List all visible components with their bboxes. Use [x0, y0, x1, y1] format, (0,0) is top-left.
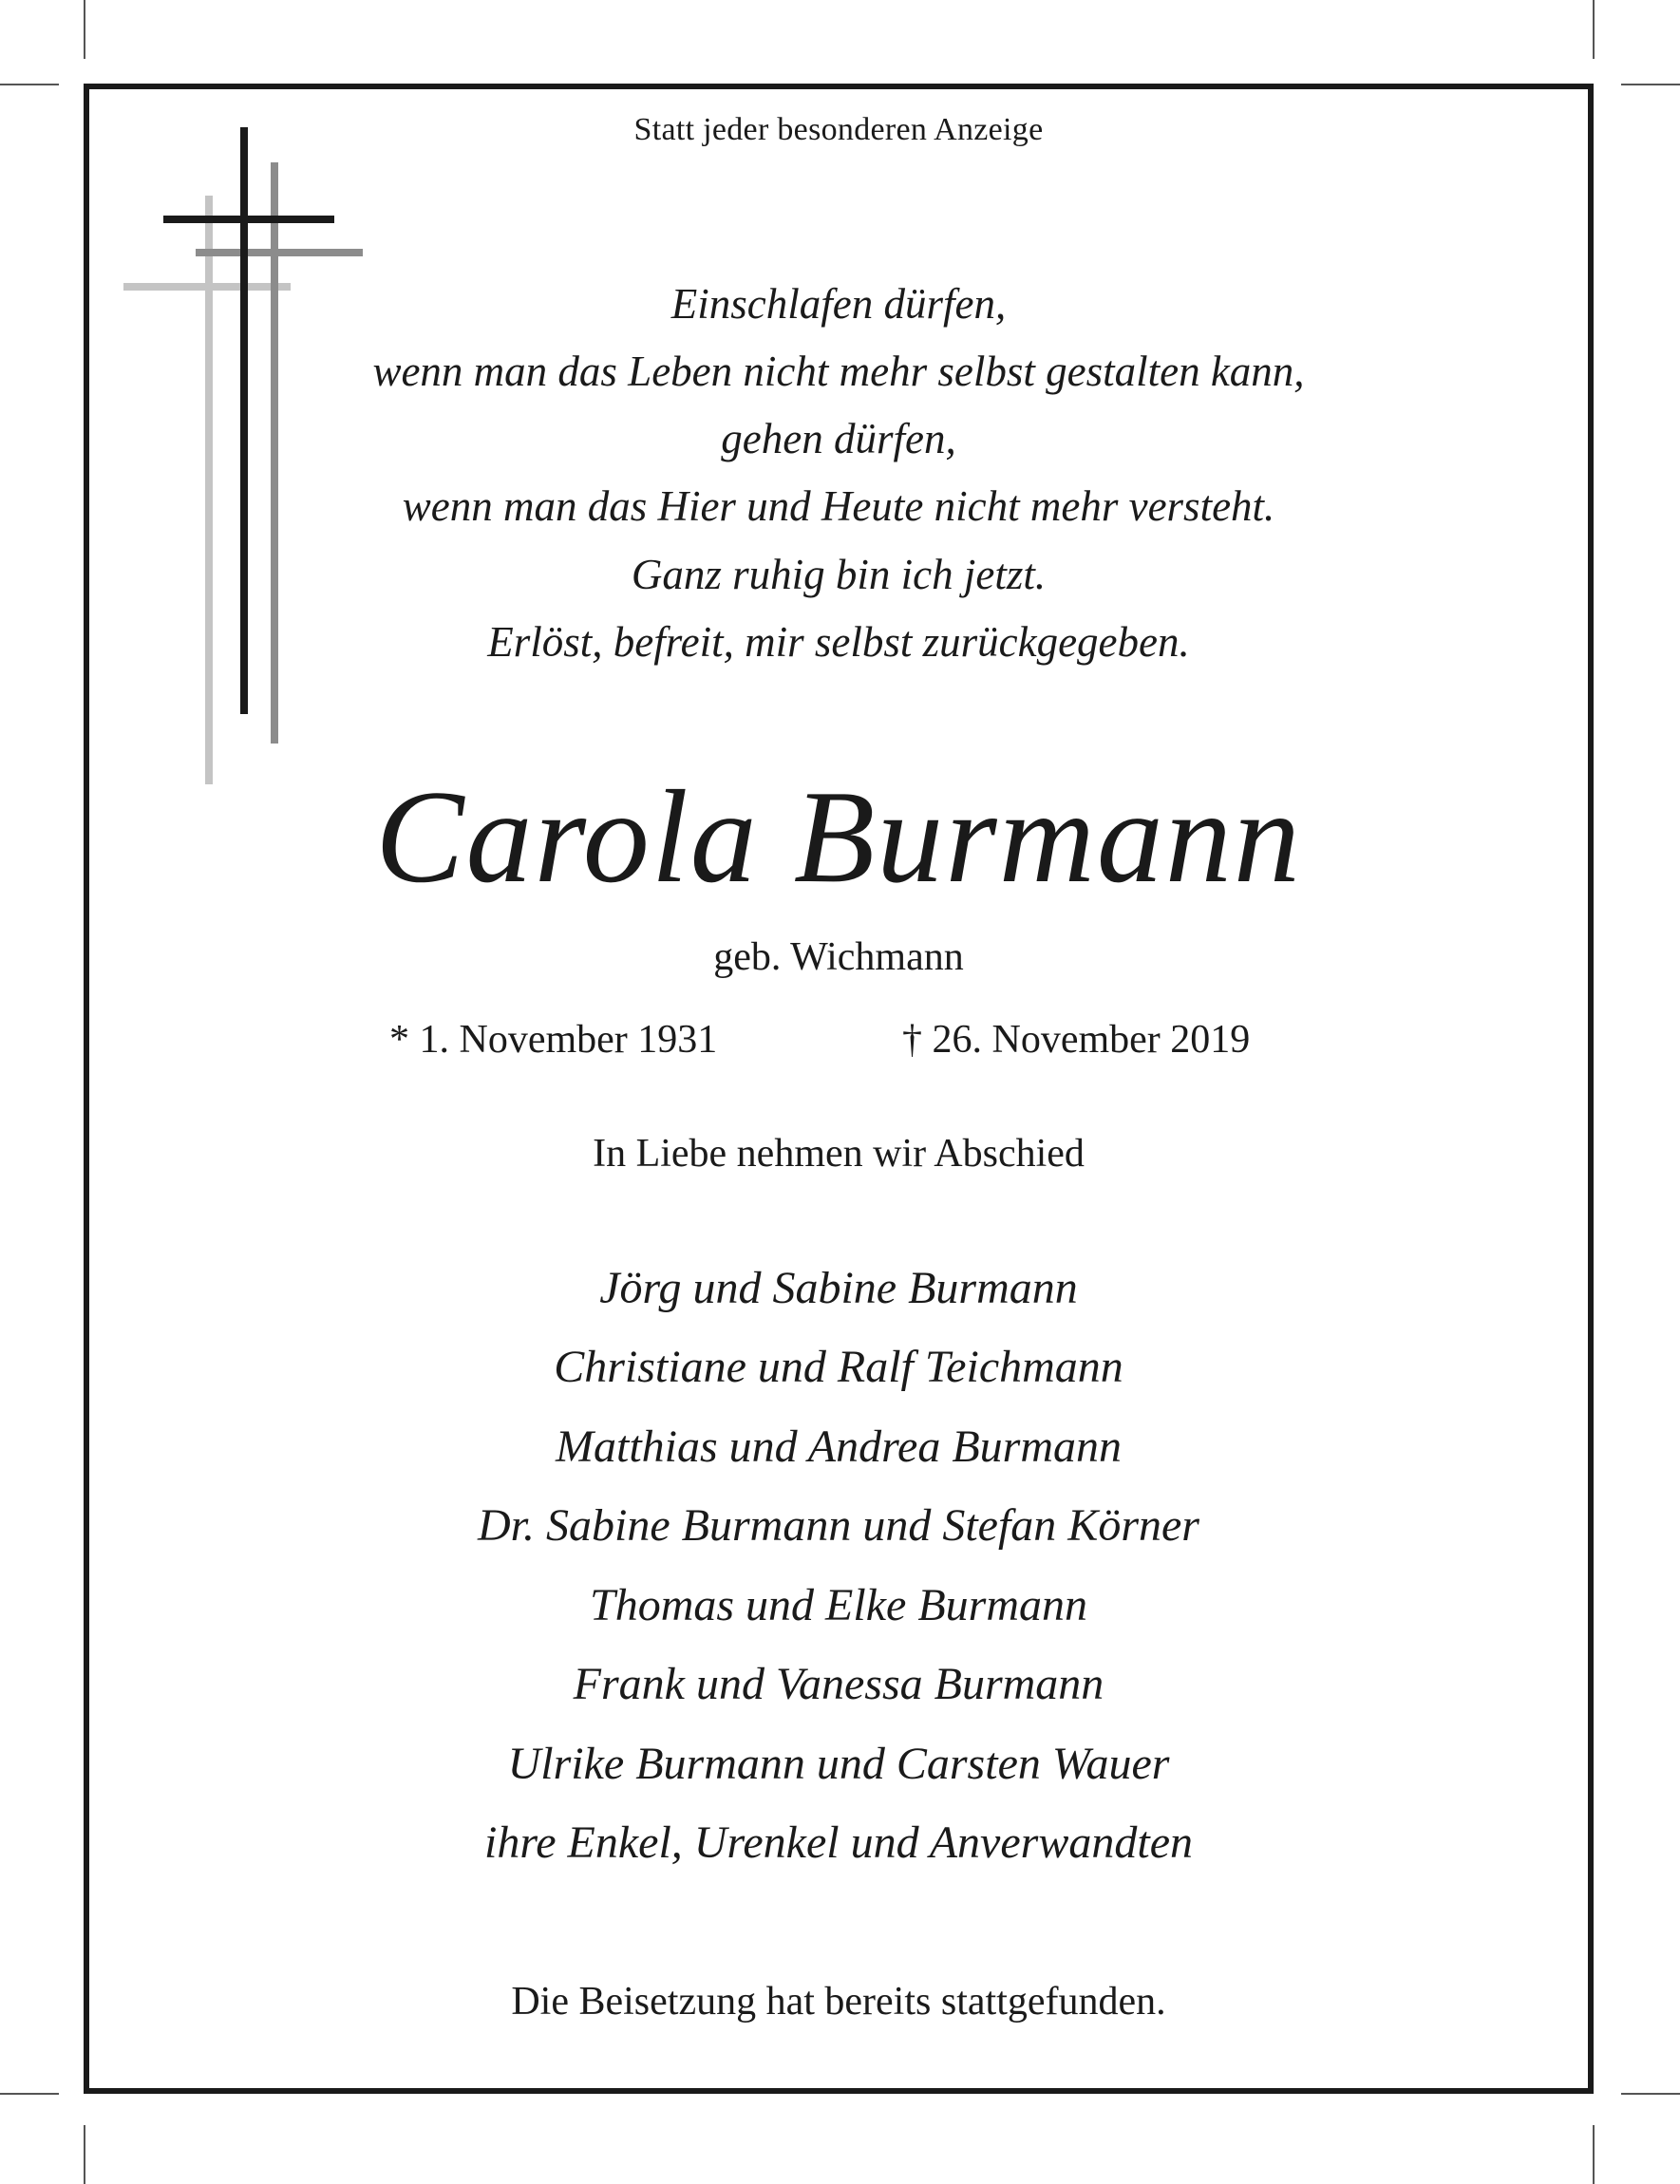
crop-mark [1621, 84, 1680, 85]
birth-date: * 1. November 1931 [389, 1018, 718, 1062]
farewell-line: In Liebe nehmen wir Abschied [593, 1132, 1085, 1176]
poem-line: Ganz ruhig bin ich jetzt. [631, 551, 1047, 598]
mourner-line: Ulrike Burmann und Carsten Wauer [507, 1739, 1170, 1789]
poem-line: wenn man das Leben nicht mehr selbst gestalten kann, [372, 348, 1305, 395]
mourner-line: Matthias und Andrea Burmann [556, 1421, 1122, 1472]
cross-black-horizontal [163, 216, 334, 223]
mourner-line: Jörg und Sabine Burmann [599, 1263, 1078, 1313]
deceased-name: Carola Burmann [375, 763, 1302, 911]
mourner-line: ihre Enkel, Urenkel und Anverwandten [483, 1817, 1193, 1868]
crop-mark [0, 2093, 59, 2095]
mourner-line: Dr. Sabine Burmann und Stefan Körner [478, 1500, 1199, 1551]
poem-line: Einschlafen dürfen, [670, 280, 1007, 328]
burial-note: Die Beisetzung hat bereits stattgefunden. [511, 1980, 1166, 2024]
mourner-line: Christiane und Ralf Teichmann [554, 1342, 1123, 1392]
crop-mark [0, 84, 59, 85]
poem-line: gehen dürfen, [721, 415, 956, 462]
cross-gray-horizontal [196, 249, 363, 256]
poem-line: Erlöst, befreit, mir selbst zurückgegeben. [487, 618, 1190, 666]
death-date: † 26. November 2019 [902, 1018, 1251, 1062]
crop-mark [1593, 2125, 1595, 2184]
crop-mark [1593, 0, 1595, 59]
header-note: Statt jeder besonderen Anzeige [633, 112, 1044, 147]
crop-mark [84, 0, 85, 59]
mourner-line: Thomas und Elke Burmann [590, 1580, 1087, 1630]
crop-mark [84, 2125, 85, 2184]
birth-name: geb. Wichmann [713, 935, 964, 979]
obituary-frame [84, 84, 1594, 2094]
mourner-line: Frank und Vanessa Burmann [573, 1659, 1104, 1709]
poem-line: wenn man das Hier und Heute nicht mehr versteht. [402, 482, 1275, 530]
crop-mark [1621, 2093, 1680, 2095]
